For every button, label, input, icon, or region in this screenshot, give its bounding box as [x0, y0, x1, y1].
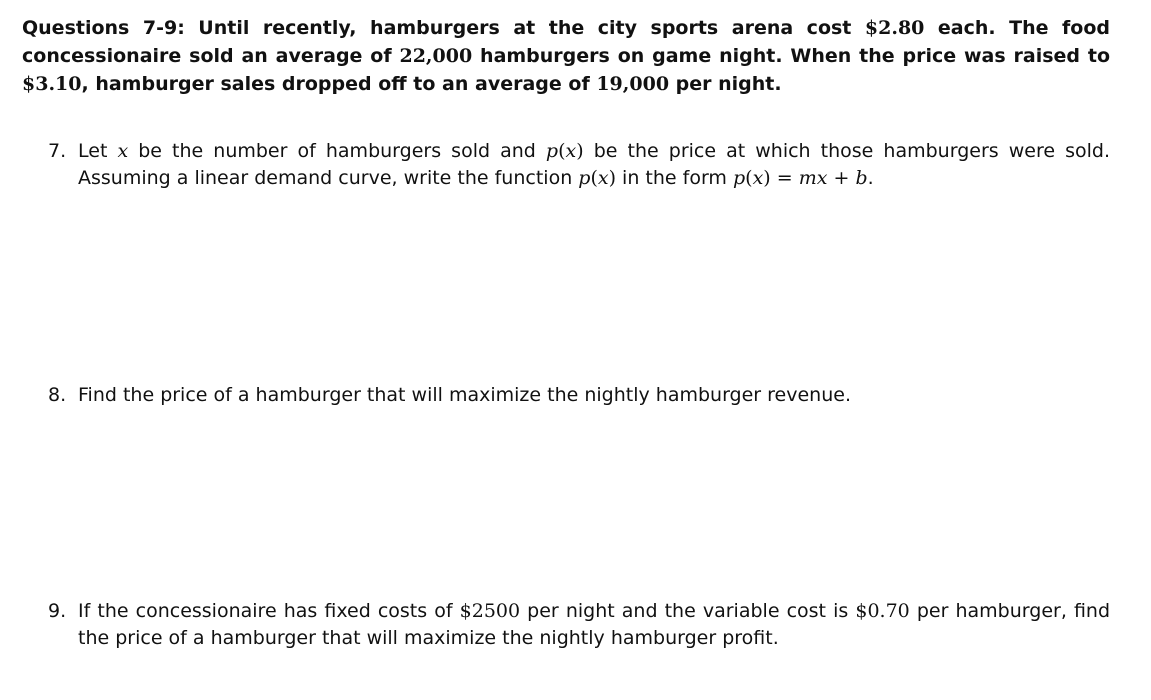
q7-text-4: in the form [616, 167, 733, 189]
q7-eq-b: b [855, 167, 868, 189]
q7-eq-m: m [798, 167, 817, 189]
q7-px1-open: ( [558, 140, 566, 162]
q7-eq-p: p [732, 167, 746, 189]
q7-px2-p: p [578, 167, 591, 189]
q7-eq-close: ) = [763, 167, 799, 189]
fixed-cost-value: $2500 [459, 600, 521, 622]
intro-text-3: hamburgers on game night. When the price was raised to [472, 45, 1111, 67]
q7-px2-close: ) [608, 167, 617, 189]
old-price-value: $2.80 [864, 17, 925, 39]
question-7-text [78, 138, 1110, 192]
q7-px1-x: x [565, 140, 577, 162]
question-9-text [78, 598, 1110, 652]
new-sales-value: 19,000 [596, 73, 670, 95]
q7-px1-close: ) [576, 140, 584, 162]
intro-text-2: each. The food concessionaire sold an average of [22, 17, 1110, 67]
q7-var-x: x [117, 140, 129, 162]
intro-text-1: Until recently, hamburgers at the city sports arena cost [184, 17, 865, 39]
question-9-number: 9. [48, 600, 67, 622]
question-8 [48, 382, 1110, 409]
variable-cost-value: $0.70 [855, 600, 910, 622]
q7-eq-open: ( [745, 167, 753, 189]
q7-eq-mx: x [816, 167, 828, 189]
q7-px2-open: ( [590, 167, 598, 189]
q7-eq-x: x [752, 167, 764, 189]
intro-text-5: per night. [669, 73, 782, 95]
q9-text-1: If the concessionaire has fixed costs of [78, 600, 460, 622]
question-8-number: 8. [48, 384, 67, 406]
question-8-text: Find the price of a hamburger that will maximize the nightly hamburger revenue. [78, 384, 851, 406]
q9-text-3: per hamburger, find the price of a hamburger that will maximize the nightly hamburger profit. [78, 600, 1111, 649]
q7-text-2: be the number of hamburgers sold and [128, 140, 546, 162]
q7-text-1: Let [78, 140, 118, 162]
intro-lead-label: Questions 7-9: [22, 17, 185, 39]
old-sales-value: 22,000 [399, 45, 473, 67]
questions-intro-paragraph [22, 14, 1110, 98]
q7-eq-plus: + [827, 167, 856, 189]
question-9 [48, 598, 1110, 652]
q7-px2-x: x [597, 167, 609, 189]
q7-text-5: . [867, 167, 874, 189]
question-7-number: 7. [48, 140, 67, 162]
intro-text-4: , hamburger sales dropped off to an average of [81, 73, 597, 95]
question-7 [48, 138, 1110, 192]
new-price-value: $3.10 [22, 73, 82, 95]
q9-text-2: per night and the variable cost is [520, 600, 856, 622]
q7-px1-p: p [545, 140, 559, 162]
q7-text-3: be the price at which those hamburgers were sold. Assuming a linear demand curve, write the function [78, 140, 1110, 189]
